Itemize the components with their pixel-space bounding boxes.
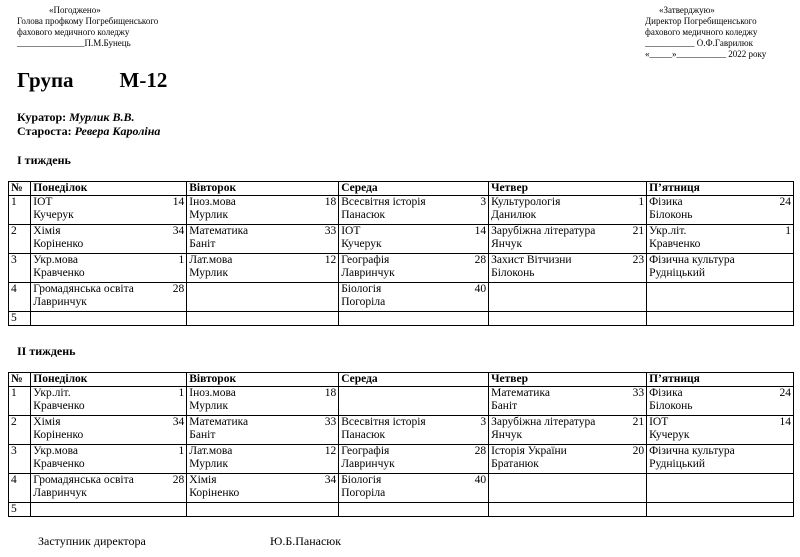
lesson-number: 4: [9, 474, 31, 503]
teacher-name: Мурлик: [189, 209, 229, 221]
lesson-cell: [31, 474, 187, 503]
teacher-name: Лавринчук: [33, 487, 87, 499]
teacher-name: Погоріла: [341, 487, 386, 499]
lesson-cell: [647, 196, 794, 225]
lesson-cell: [187, 225, 339, 254]
approval-right-line: Директор Погребищенського: [645, 16, 757, 26]
room-number: 12: [324, 254, 337, 266]
room-number: 20: [632, 445, 645, 457]
teacher-name: Кучерук: [341, 238, 382, 250]
table-row: [9, 445, 794, 474]
subject-name: ІОТ: [33, 196, 53, 208]
table-header-row: [9, 373, 794, 387]
subject-name: Лат.мова: [189, 254, 233, 266]
teacher-name: Баніт: [189, 429, 216, 441]
subject-name: Математика: [491, 387, 550, 399]
subject-name: Громадянська освіта: [33, 283, 134, 295]
approval-right-signature: ___________ О.Ф.Гаврилюк: [645, 38, 753, 48]
subject-name: Укр.літ.: [649, 225, 687, 237]
subject-name: Іноз.мова: [189, 387, 236, 399]
room-number: 21: [632, 416, 645, 428]
lesson-cell: [187, 445, 339, 474]
subject-name: Хімія: [33, 416, 61, 428]
room-number: 1: [178, 445, 185, 457]
lesson-cell: [31, 503, 187, 517]
lesson-cell: [647, 283, 794, 312]
subject-name: Укр.мова: [33, 445, 79, 457]
teacher-name: Білоконь: [649, 400, 693, 412]
teacher-name: Янчук: [491, 238, 523, 250]
subject-name: Фізична культура: [649, 445, 735, 457]
subject-name: Громадянська освіта: [33, 474, 134, 486]
room-number: 28: [172, 474, 185, 486]
table-header-cell: №: [9, 373, 31, 387]
table-header-cell: №: [9, 182, 31, 196]
room-number: 18: [324, 387, 337, 399]
table-row: [9, 312, 794, 326]
lesson-cell: [489, 312, 647, 326]
lesson-cell: [489, 283, 647, 312]
subject-name: Географія: [341, 254, 390, 266]
starosta-line: [17, 124, 160, 138]
table-header-cell: Вівторок: [187, 373, 339, 387]
teacher-name: Янчук: [491, 429, 523, 441]
approval-right-line: фахового медичного коледжу: [645, 27, 758, 37]
room-number: 12: [324, 445, 337, 457]
teacher-name: Коріненко: [33, 238, 84, 250]
lesson-cell: [339, 283, 489, 312]
subject-name: Фізична культура: [649, 254, 735, 266]
room-number: 34: [172, 416, 185, 428]
lesson-cell: [31, 387, 187, 416]
room-number: 3: [480, 416, 487, 428]
room-number: 34: [172, 225, 185, 237]
subject-name: Математика: [189, 416, 249, 428]
teacher-name: Лавринчук: [341, 267, 395, 279]
lesson-number: 5: [9, 503, 31, 517]
subject-name: Хімія: [33, 225, 61, 237]
subject-name: Біологія: [341, 283, 382, 295]
curator-label: Куратор:: [17, 110, 67, 124]
lesson-number: 4: [9, 283, 31, 312]
lesson-cell: [187, 196, 339, 225]
teacher-name: Лавринчук: [33, 296, 87, 308]
lesson-cell: [489, 196, 647, 225]
room-number: 24: [779, 387, 791, 399]
lesson-cell: [489, 416, 647, 445]
lesson-cell: [647, 387, 794, 416]
approval-left-signature: _______________П.М.Бунець: [17, 38, 131, 48]
lesson-number: 2: [9, 416, 31, 445]
lesson-number: 1: [9, 196, 31, 225]
lesson-number: 2: [9, 225, 31, 254]
room-number: 1: [178, 387, 185, 399]
subject-name: Культурологія: [491, 196, 561, 208]
table-header-cell: Середа: [339, 373, 489, 387]
group-label: Група: [17, 68, 74, 92]
lesson-number: 3: [9, 254, 31, 283]
room-number: 33: [632, 387, 645, 399]
subject-name: ІОТ: [649, 416, 669, 428]
room-number: 33: [324, 416, 337, 428]
lesson-cell: [187, 503, 339, 517]
subject-name: Математика: [189, 225, 249, 237]
subject-name: Біологія: [341, 474, 382, 486]
teacher-name: Коріненко: [189, 487, 240, 499]
lesson-cell: [339, 387, 489, 416]
week-1-title: І тиждень: [17, 153, 71, 167]
approval-right-date: «_____»___________ 2022 року: [645, 49, 767, 59]
starosta-label: Староста:: [17, 124, 72, 138]
footer-name: Ю.Б.Панасюк: [270, 534, 342, 548]
lesson-cell: [647, 312, 794, 326]
teacher-name: Кравченко: [33, 400, 85, 412]
teacher-name: Рудніцький: [649, 458, 706, 470]
teacher-name: Мурлик: [189, 267, 229, 279]
room-number: 33: [324, 225, 337, 237]
lesson-number: 3: [9, 445, 31, 474]
room-number: 14: [779, 416, 791, 428]
group-code: М-12: [119, 68, 168, 92]
table-row: [9, 503, 794, 517]
teacher-name: Кучерук: [33, 209, 74, 221]
room-number: 28: [474, 445, 487, 457]
subject-name: Всесвітня історія: [341, 196, 426, 208]
teacher-name: Мурлик: [189, 400, 229, 412]
subject-name: Захист Вітчизни: [491, 254, 572, 266]
subject-name: Історія України: [491, 445, 567, 457]
subject-name: Укр.літ.: [33, 387, 71, 399]
table-row: [9, 254, 794, 283]
lesson-cell: [647, 416, 794, 445]
subject-name: Географія: [341, 445, 390, 457]
lesson-cell: [339, 225, 489, 254]
lesson-cell: [187, 283, 339, 312]
group-meta: [17, 110, 160, 138]
room-number: 14: [474, 225, 487, 237]
lesson-cell: [187, 416, 339, 445]
teacher-name: Баніт: [491, 400, 518, 412]
lesson-cell: [339, 196, 489, 225]
lesson-cell: [31, 416, 187, 445]
lesson-cell: [339, 503, 489, 517]
lesson-cell: [339, 474, 489, 503]
table-row: [9, 196, 794, 225]
table-header-cell: Понеділок: [31, 182, 187, 196]
subject-name: Зарубіжна література: [491, 225, 596, 237]
lesson-cell: [339, 254, 489, 283]
curator-name: Мурлик В.В.: [69, 110, 135, 124]
room-number: 1: [785, 225, 791, 237]
lesson-cell: [647, 445, 794, 474]
lesson-cell: [489, 445, 647, 474]
room-number: 40: [474, 283, 487, 295]
lesson-cell: [489, 387, 647, 416]
teacher-name: Рудніцький: [649, 267, 706, 279]
lesson-cell: [647, 254, 794, 283]
teacher-name: Кучерук: [649, 429, 690, 441]
teacher-name: Кравченко: [33, 267, 85, 279]
lesson-cell: [489, 254, 647, 283]
teacher-name: Білоконь: [649, 209, 693, 221]
teacher-name: Погоріла: [341, 296, 386, 308]
subject-name: ІОТ: [341, 225, 361, 237]
room-number: 28: [172, 283, 185, 295]
lesson-cell: [489, 225, 647, 254]
lesson-cell: [31, 312, 187, 326]
week-2-table: [8, 372, 794, 517]
subject-name: Всесвітня історія: [341, 416, 426, 428]
teacher-name: Білоконь: [491, 267, 535, 279]
teacher-name: Панасюк: [341, 209, 386, 221]
lesson-cell: [187, 387, 339, 416]
table-header-cell: Середа: [339, 182, 489, 196]
lesson-cell: [339, 416, 489, 445]
subject-name: Фізика: [649, 196, 683, 208]
teacher-name: Коріненко: [33, 429, 84, 441]
lesson-number: 5: [9, 312, 31, 326]
room-number: 21: [632, 225, 645, 237]
table-header-cell: Вівторок: [187, 182, 339, 196]
starosta-name: Ревера Кароліна: [74, 124, 161, 138]
teacher-name: Панасюк: [341, 429, 386, 441]
lesson-cell: [187, 474, 339, 503]
room-number: 23: [632, 254, 645, 266]
table-header-row: [9, 182, 794, 196]
table-header-cell: Четвер: [489, 182, 647, 196]
lesson-cell: [647, 503, 794, 517]
subject-name: Зарубіжна література: [491, 416, 596, 428]
table-row: [9, 283, 794, 312]
week-1-table: [8, 181, 794, 326]
lesson-cell: [31, 254, 187, 283]
approval-left-line: фахового медичного коледжу: [17, 27, 130, 37]
teacher-name: Данилюк: [491, 209, 537, 221]
teacher-name: Кравченко: [33, 458, 85, 470]
table-row: [9, 474, 794, 503]
room-number: 34: [324, 474, 337, 486]
lesson-number: 1: [9, 387, 31, 416]
lesson-cell: [647, 225, 794, 254]
lesson-cell: [187, 254, 339, 283]
room-number: 14: [172, 196, 185, 208]
room-number: 24: [779, 196, 791, 208]
room-number: 1: [178, 254, 185, 266]
room-number: 1: [638, 196, 645, 208]
table-header-cell: П’ятниця: [647, 182, 794, 196]
subject-name: Фізика: [649, 387, 683, 399]
lesson-cell: [647, 474, 794, 503]
lesson-cell: [187, 312, 339, 326]
page-title: [17, 68, 167, 93]
lesson-cell: [31, 445, 187, 474]
approval-right: [645, 5, 795, 60]
lesson-cell: [489, 474, 647, 503]
table-header-cell: Понеділок: [31, 373, 187, 387]
subject-name: Укр.мова: [33, 254, 79, 266]
curator-line: [17, 110, 160, 124]
teacher-name: Кравченко: [649, 238, 701, 250]
footer-position: Заступник директора: [38, 534, 146, 548]
subject-name: Іноз.мова: [189, 196, 236, 208]
lesson-cell: [339, 312, 489, 326]
table-row: [9, 387, 794, 416]
room-number: 40: [474, 474, 487, 486]
teacher-name: Баніт: [189, 238, 216, 250]
lesson-cell: [31, 196, 187, 225]
subject-name: Лат.мова: [189, 445, 233, 457]
room-number: 3: [480, 196, 487, 208]
approval-left: [17, 5, 217, 49]
subject-name: Хімія: [189, 474, 217, 486]
approval-left-line: Голова профкому Погребищенського: [17, 16, 159, 26]
teacher-name: Братанюк: [491, 458, 539, 470]
lesson-cell: [31, 225, 187, 254]
approval-right-heading: «Затверджую»: [659, 5, 715, 15]
table-header-cell: Четвер: [489, 373, 647, 387]
lesson-cell: [489, 503, 647, 517]
table-row: [9, 225, 794, 254]
approval-left-heading: «Погоджено»: [49, 5, 101, 15]
lesson-cell: [339, 445, 489, 474]
week-2-title: ІІ тиждень: [17, 344, 76, 358]
teacher-name: Мурлик: [189, 458, 229, 470]
room-number: 28: [474, 254, 487, 266]
lesson-cell: [31, 283, 187, 312]
table-row: [9, 416, 794, 445]
table-header-cell: П’ятниця: [647, 373, 794, 387]
room-number: 18: [324, 196, 337, 208]
teacher-name: Лавринчук: [341, 458, 395, 470]
